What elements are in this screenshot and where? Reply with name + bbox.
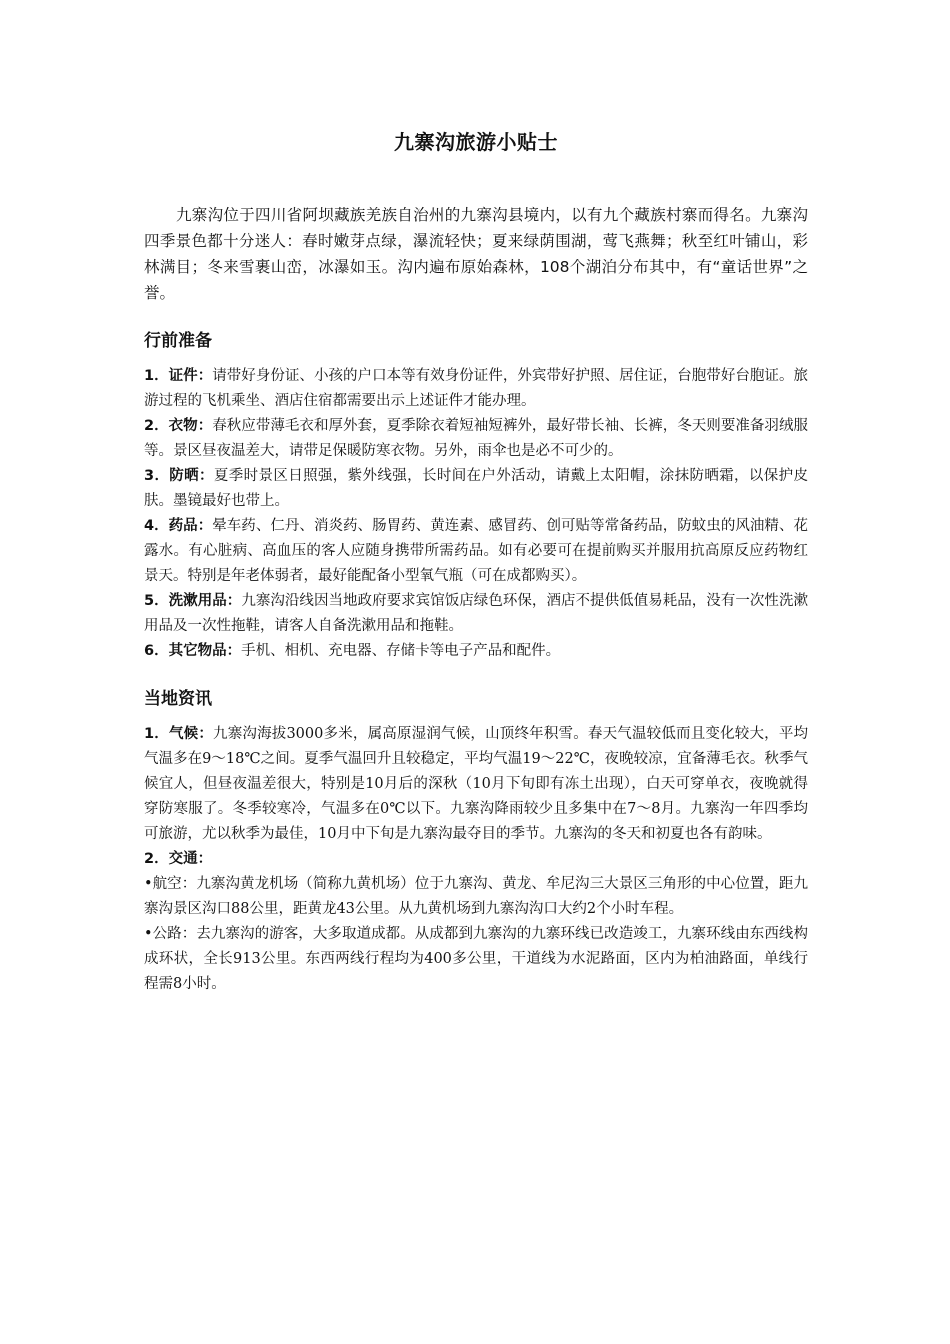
item-label: 2．交通： [144,851,213,867]
list-item [144,922,808,997]
section-heading-local-info: 当地资讯 [144,689,212,709]
list-item [144,722,808,847]
item-label: 1．气候： [144,726,214,742]
list-item [144,639,808,664]
item-text: 夏季时景区日照强，紫外线强，长时间在户外活动，请戴上太阳帽，涂抹防晒霜，以保护皮肤。墨镜最好也带上。 [144,468,809,509]
section-heading-preparation: 行前准备 [144,331,212,351]
item-text: 晕车药、仁丹、消炎药、肠胃药、黄连素、感冒药、创可贴等常备药品，防蚊虫的风油精、花露水。有心脏病、高血压的客人应随身携带所需药品。如有必要可在提前购买并服用抗高原反应药物红景天。特别是年老体弱者，最好能配备小型氧气瓶（可在成都购买）。 [144,518,808,584]
item-label: 2．衣物： [144,418,213,434]
item-text: 手机、相机、充电器、存储卡等电子产品和配件。 [241,643,561,659]
item-text: 请带好身份证、小孩的户口本等有效身份证件，外宾带好护照、居住证，台胞带好台胞证。旅游过程的飞机乘坐、酒店住宿都需要出示上述证件才能办理。 [144,368,808,409]
list-item [144,514,808,589]
item-text: 九寨沟沿线因当地政府要求宾馆饭店绿色环保，酒店不提供低值易耗品，没有一次性洗漱用品及一次性拖鞋，请客人自备洗漱用品和拖鞋。 [144,593,808,634]
item-label: 1．证件： [144,368,213,384]
item-label: 6．其它物品： [144,643,242,659]
local-info-list [144,722,808,997]
item-label: 5．洗漱用品： [144,593,242,609]
list-item [144,872,808,922]
item-text: 九寨沟海拔3000多米，属高原湿润气候，山顶终年积雪。春天气温较低而且变化较大，平均气温多在9～18℃之间。夏季气温回升且较稳定，平均气温19～22℃，夜晚较凉，宜备薄毛衣。秋季气候宜人，但昼夜温差很大，特别是10月后的深秋（10月下旬即有冻土出现），白天可穿单衣，夜晚就得穿防寒服了。冬季较寒冷，气温多在0℃以下。九寨沟降雨较少且多集中在7～8月。九寨沟一年四季均可旅游，尤以秋季为最佳，10月中下旬是九寨沟最夺目的季节。九寨沟的冬天和初夏也各有韵味。 [144,726,808,842]
list-item [144,847,808,872]
item-label: 3．防晒： [144,468,214,484]
item-label: 4．药品： [144,518,213,534]
list-item [144,364,808,414]
item-text: •公路：去九寨沟的游客，大多取道成都。从成都到九寨沟的九寨环线已改造竣工，九寨环线由东西线构成环状，全长913公里。东西两线行程均为400多公里，干道线为水泥路面，区内为柏油路面，单线行程需8小时。 [144,926,808,992]
list-item [144,464,808,514]
item-text: •航空：九寨沟黄龙机场（简称九黄机场）位于九寨沟、黄龙、牟尼沟三大景区三角形的中心位置，距九寨沟景区沟口88公里，距黄龙43公里。从九黄机场到九寨沟沟口大约2个小时车程。 [144,876,808,917]
page-title: 九寨沟旅游小贴士 [394,130,558,154]
item-text: 春秋应带薄毛衣和厚外套，夏季除衣着短袖短裤外，最好带长袖、长裤，冬天则要准备羽绒服等。景区昼夜温差大，请带足保暖防寒衣物。另外，雨伞也是必不可少的。 [144,418,808,459]
list-item [144,414,808,464]
preparation-list [144,364,808,664]
intro-paragraph: 九寨沟位于四川省阿坝藏族羌族自治州的九寨沟县境内，以有九个藏族村寨而得名。九寨沟四季景色都十分迷人：春时嫩芽点绿，瀑流轻快；夏来绿荫围湖，莺飞燕舞；秋至红叶铺山，彩林满目；冬来雪裹山峦，冰瀑如玉。沟内遍布原始森林，108个湖泊分布其中，有“童话世界”之誉。 [144,206,808,302]
list-item [144,589,808,639]
